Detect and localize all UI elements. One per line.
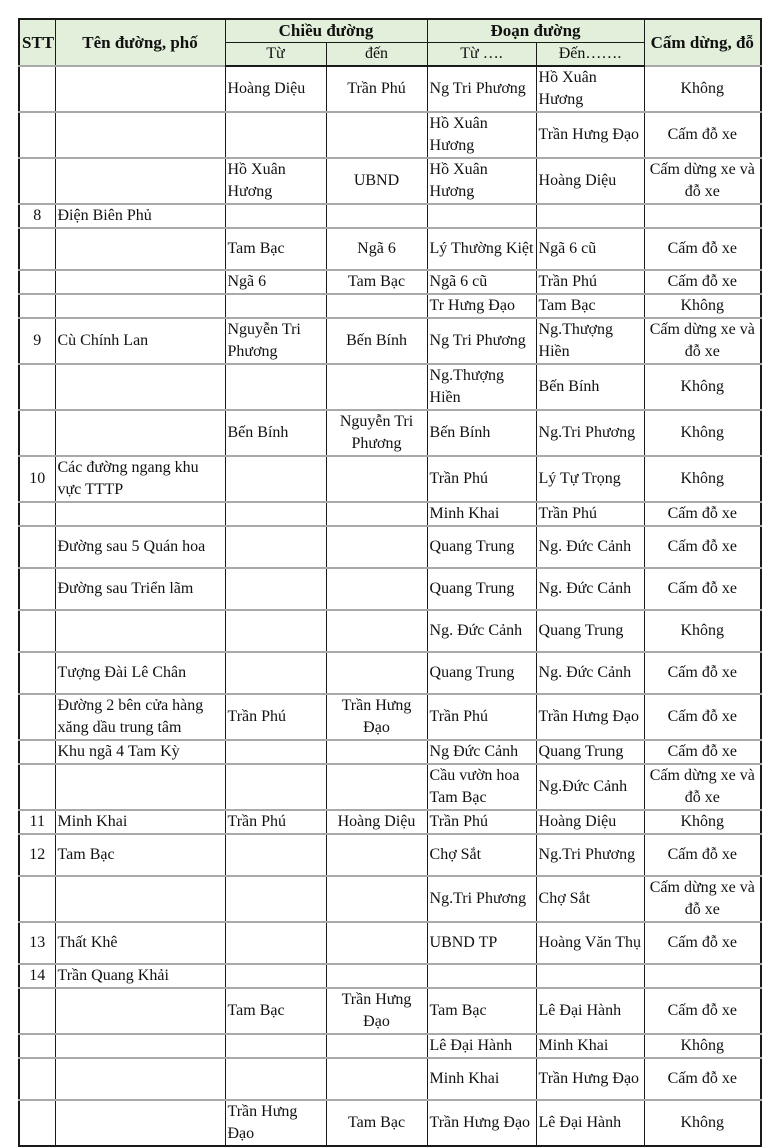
row-ban-status: Cấm đỗ xe [644,652,761,694]
row-direction-from: Trần Hưng Đạo [225,1100,326,1146]
row-street-name: Cù Chính Lan [55,318,225,364]
row-segment-to: Ng.Thượng Hiền [536,318,644,364]
row-direction-to [326,964,427,988]
row-segment-from: Ng.Tri Phương [427,876,536,922]
row-street-name: Tượng Đài Lê Chân [55,652,225,694]
table-row [19,1100,761,1146]
header-segment: Đoạn đường [427,19,644,43]
row-direction-from [225,740,326,764]
row-street-name [55,112,225,158]
row-stt [19,694,55,740]
row-segment-to [536,964,644,988]
row-segment-from: Quang Trung [427,568,536,610]
row-segment-from: Trần Hưng Đạo [427,1100,536,1146]
table-row [19,294,761,318]
table-row [19,988,761,1034]
row-segment-from: Tr Hưng Đạo [427,294,536,318]
row-street-name: Điện Biên Phủ [55,204,225,228]
row-ban-status: Cấm đỗ xe [644,1058,761,1100]
row-direction-to: Trần Hưng Đạo [326,988,427,1034]
row-stt: 10 [19,456,55,502]
row-stt [19,988,55,1034]
row-direction-to: Trần Phú [326,66,427,112]
table-row [19,652,761,694]
header-direction-from: Từ [225,43,326,67]
row-direction-from [225,764,326,810]
row-direction-from: Hoàng Diệu [225,66,326,112]
row-stt [19,764,55,810]
row-segment-to: Ng. Đức Cảnh [536,652,644,694]
row-segment-from: Bến Bính [427,410,536,456]
row-street-name [55,502,225,526]
row-segment-to: Chợ Sắt [536,876,644,922]
row-segment-to: Trần Hưng Đạo [536,112,644,158]
row-stt [19,364,55,410]
row-direction-to: Trần Hưng Đạo [326,694,427,740]
table-header [19,19,761,66]
row-segment-to: Ngã 6 cũ [536,228,644,270]
row-segment-from: Hồ Xuân Hương [427,112,536,158]
row-stt [19,568,55,610]
row-street-name: Khu ngã 4 Tam Kỳ [55,740,225,764]
row-segment-to: Minh Khai [536,1034,644,1058]
row-direction-to [326,610,427,652]
row-stt [19,270,55,294]
row-segment-from: Ng.Thượng Hiền [427,364,536,410]
row-stt [19,294,55,318]
row-direction-from [225,456,326,502]
row-ban-status: Không [644,810,761,834]
row-ban-status: Cấm đỗ xe [644,228,761,270]
row-direction-to [326,502,427,526]
row-segment-to: Trần Hưng Đạo [536,1058,644,1100]
row-stt: 13 [19,922,55,964]
row-ban-status: Cấm dừng xe và đỗ xe [644,318,761,364]
table-row [19,228,761,270]
row-direction-from: Bến Bính [225,410,326,456]
table-row [19,964,761,988]
row-street-name [55,158,225,204]
row-street-name [55,876,225,922]
row-stt [19,740,55,764]
row-direction-from: Tam Bạc [225,988,326,1034]
row-segment-to: Quang Trung [536,740,644,764]
row-segment-to: Trần Hưng Đạo [536,694,644,740]
row-ban-status: Không [644,1034,761,1058]
row-segment-from: Hồ Xuân Hương [427,158,536,204]
row-stt [19,652,55,694]
table-row [19,922,761,964]
row-segment-from: Cầu vườn hoa Tam Bạc [427,764,536,810]
row-street-name [55,228,225,270]
row-segment-from: Ng Đức Cảnh [427,740,536,764]
row-ban-status: Cấm dừng xe và đỗ xe [644,158,761,204]
row-direction-to: Nguyễn Tri Phương [326,410,427,456]
row-direction-from [225,652,326,694]
table-row [19,876,761,922]
row-segment-from: Quang Trung [427,526,536,568]
row-direction-from: Tam Bạc [225,228,326,270]
row-ban-status: Cấm dừng xe và đỗ xe [644,876,761,922]
row-direction-to [326,652,427,694]
row-direction-to: Hoàng Diệu [326,810,427,834]
row-segment-to: Tam Bạc [536,294,644,318]
row-stt: 11 [19,810,55,834]
row-segment-from: Trần Phú [427,456,536,502]
table-row [19,1058,761,1100]
street-parking-table [18,18,762,1147]
row-segment-to: Trần Phú [536,270,644,294]
row-street-name: Tam Bạc [55,834,225,876]
row-stt [19,1034,55,1058]
table-row [19,764,761,810]
row-ban-status: Không [644,610,761,652]
row-segment-to: Ng. Đức Cảnh [536,568,644,610]
row-direction-from: Ngã 6 [225,270,326,294]
row-ban-status: Cấm đỗ xe [644,526,761,568]
row-direction-from [225,1034,326,1058]
header-stt: STT [19,19,55,66]
row-segment-to: Lê Đại Hành [536,988,644,1034]
row-ban-status: Không [644,410,761,456]
row-ban-status [644,204,761,228]
header-ban: Cấm dừng, đỗ [644,19,761,66]
row-segment-from: Ng Tri Phương [427,66,536,112]
header-street-name: Tên đường, phố [55,19,225,66]
row-direction-to [326,740,427,764]
row-ban-status: Cấm đỗ xe [644,694,761,740]
row-street-name [55,1058,225,1100]
row-stt [19,610,55,652]
row-direction-from [225,834,326,876]
row-direction-to [326,568,427,610]
row-direction-to [326,1058,427,1100]
header-direction: Chiều đường [225,19,427,43]
row-segment-to: Hoàng Văn Thụ [536,922,644,964]
row-segment-to: Trần Phú [536,502,644,526]
table-row [19,456,761,502]
table-row [19,158,761,204]
row-direction-from [225,876,326,922]
row-direction-to [326,364,427,410]
row-direction-from: Nguyễn Tri Phương [225,318,326,364]
row-stt: 12 [19,834,55,876]
row-street-name [55,66,225,112]
row-direction-from [225,364,326,410]
row-direction-to [326,112,427,158]
row-segment-from: Trần Phú [427,810,536,834]
row-stt [19,876,55,922]
table-row [19,694,761,740]
row-segment-from: UBND TP [427,922,536,964]
row-direction-to [326,526,427,568]
row-segment-from: Trần Phú [427,694,536,740]
row-ban-status: Không [644,364,761,410]
row-segment-to: Quang Trung [536,610,644,652]
table-row [19,502,761,526]
row-stt [19,526,55,568]
row-street-name [55,764,225,810]
row-direction-to [326,764,427,810]
row-direction-from [225,922,326,964]
row-direction-from [225,964,326,988]
row-direction-to: Bến Bính [326,318,427,364]
row-street-name: Các đường ngang khu vực TTTP [55,456,225,502]
row-stt: 8 [19,204,55,228]
row-direction-to [326,834,427,876]
row-direction-from [225,204,326,228]
row-segment-to: Lê Đại Hành [536,1100,644,1146]
table-row [19,568,761,610]
row-ban-status: Cấm đỗ xe [644,834,761,876]
table-row [19,270,761,294]
row-direction-from [225,502,326,526]
row-ban-status: Không [644,294,761,318]
row-stt [19,1100,55,1146]
row-segment-from: Tam Bạc [427,988,536,1034]
row-segment-to: Bến Bính [536,364,644,410]
row-direction-to: Tam Bạc [326,1100,427,1146]
table-body [19,66,761,1146]
row-stt: 14 [19,964,55,988]
row-street-name [55,1034,225,1058]
row-segment-to: Hoàng Diệu [536,810,644,834]
row-ban-status: Không [644,1100,761,1146]
row-street-name [55,988,225,1034]
row-segment-from [427,204,536,228]
row-segment-to: Hoàng Diệu [536,158,644,204]
row-ban-status: Không [644,66,761,112]
table-row [19,810,761,834]
header-segment-from: Từ …. [427,43,536,67]
row-direction-from [225,112,326,158]
row-stt [19,158,55,204]
row-ban-status: Cấm đỗ xe [644,922,761,964]
row-direction-from [225,294,326,318]
row-ban-status: Cấm đỗ xe [644,112,761,158]
row-stt [19,112,55,158]
table-row [19,66,761,112]
row-segment-from: Ng Tri Phương [427,318,536,364]
row-stt: 9 [19,318,55,364]
table-row [19,204,761,228]
row-street-name: Đường sau 5 Quán hoa [55,526,225,568]
table-row [19,526,761,568]
header-direction-to: đến [326,43,427,67]
row-direction-from: Trần Phú [225,810,326,834]
row-segment-to: Ng.Đức Cảnh [536,764,644,810]
row-street-name: Đường sau Triển lãm [55,568,225,610]
row-street-name [55,1100,225,1146]
row-street-name [55,294,225,318]
row-direction-to [326,456,427,502]
row-direction-to [326,876,427,922]
row-ban-status: Cấm đỗ xe [644,270,761,294]
row-direction-to [326,1034,427,1058]
row-ban-status: Cấm đỗ xe [644,988,761,1034]
row-segment-from: Lý Thường Kiệt [427,228,536,270]
row-segment-to: Ng.Tri Phương [536,410,644,456]
row-street-name [55,410,225,456]
row-direction-to [326,204,427,228]
table-row [19,410,761,456]
row-segment-to: Ng. Đức Cảnh [536,526,644,568]
row-street-name [55,610,225,652]
row-stt [19,66,55,112]
table-row [19,112,761,158]
table-row [19,740,761,764]
row-segment-from [427,964,536,988]
row-segment-from: Minh Khai [427,502,536,526]
table-row [19,1034,761,1058]
row-street-name: Thất Khê [55,922,225,964]
row-ban-status: Cấm đỗ xe [644,740,761,764]
row-direction-to [326,294,427,318]
row-ban-status: Không [644,456,761,502]
row-segment-from: Chợ Sắt [427,834,536,876]
row-stt [19,228,55,270]
row-ban-status [644,964,761,988]
row-direction-to: Ngã 6 [326,228,427,270]
row-direction-from [225,526,326,568]
row-street-name: Minh Khai [55,810,225,834]
row-street-name: Đường 2 bên cửa hàng xăng dầu trung tâm [55,694,225,740]
row-segment-to [536,204,644,228]
row-direction-from: Hồ Xuân Hương [225,158,326,204]
row-street-name: Trần Quang Khải [55,964,225,988]
table-row [19,834,761,876]
row-direction-from [225,568,326,610]
table-row [19,610,761,652]
row-ban-status: Cấm dừng xe và đỗ xe [644,764,761,810]
row-segment-from: Minh Khai [427,1058,536,1100]
row-stt [19,1058,55,1100]
row-segment-to: Lý Tự Trọng [536,456,644,502]
table-row [19,318,761,364]
row-direction-from [225,610,326,652]
row-segment-from: Ngã 6 cũ [427,270,536,294]
row-street-name [55,364,225,410]
row-direction-to [326,922,427,964]
row-direction-from [225,1058,326,1100]
row-segment-to: Ng.Tri Phương [536,834,644,876]
row-direction-to: UBND [326,158,427,204]
row-ban-status: Cấm đỗ xe [644,568,761,610]
row-segment-from: Ng. Đức Cảnh [427,610,536,652]
row-segment-from: Quang Trung [427,652,536,694]
row-street-name [55,270,225,294]
row-stt [19,502,55,526]
row-segment-from: Lê Đại Hành [427,1034,536,1058]
row-direction-from: Trần Phú [225,694,326,740]
row-direction-to: Tam Bạc [326,270,427,294]
table-row [19,364,761,410]
row-stt [19,410,55,456]
row-ban-status: Cấm đỗ xe [644,502,761,526]
row-segment-to: Hồ Xuân Hương [536,66,644,112]
header-segment-to: Đến……. [536,43,644,67]
